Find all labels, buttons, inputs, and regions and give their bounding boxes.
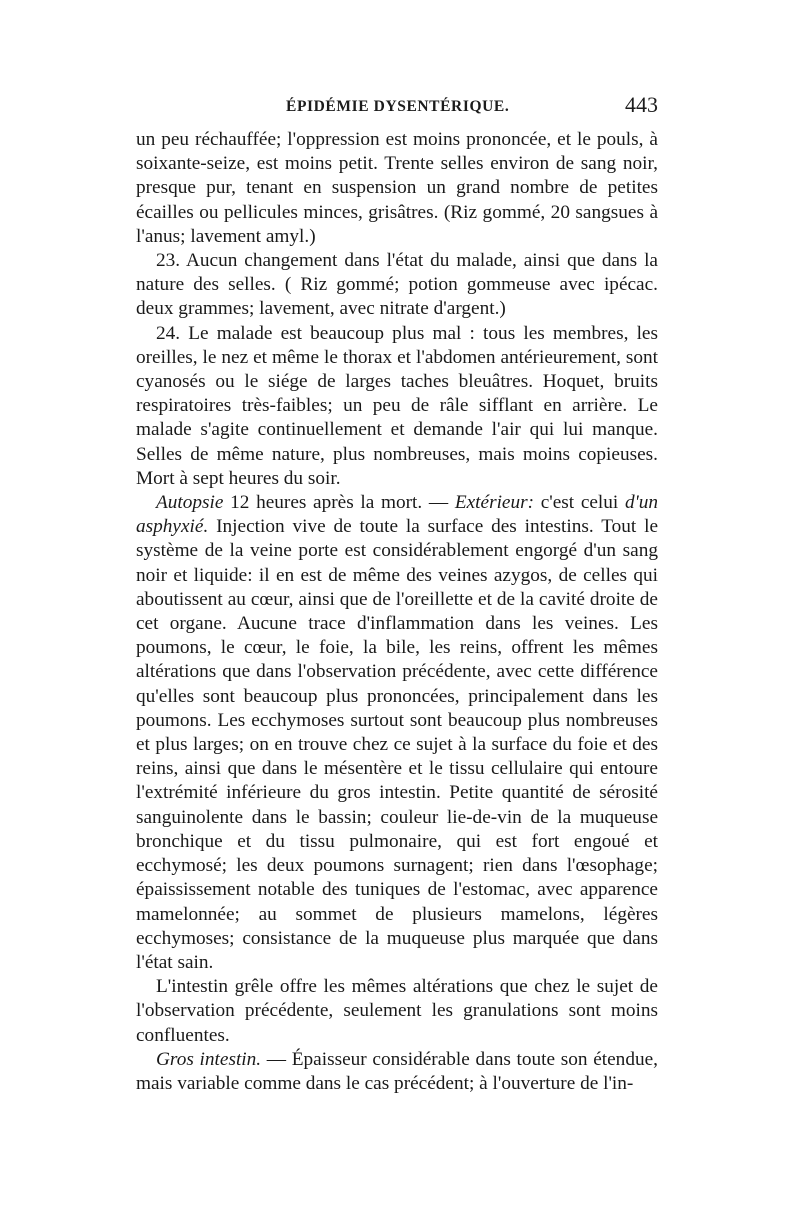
paragraph-autopsie (136, 491, 658, 975)
page-number: 443 (625, 92, 658, 117)
paragraph-2: 23. Aucun changement dans l'état du malade, ainsi que dans la nature des selles. ( Riz gommé; potion gommeuse avec ipécac. deux grammes; lavement, avec nitrate d'argent.) (136, 250, 658, 320)
paragraph-1: un peu réchauffée; l'oppression est moins prononcée, et le pouls, à soixante-seize, est moins petit. Trente selles environ de sang noir, presque pur, tenant en suspension un grand nombre de petites écailles ou pellicules minces, grisâtres. (Riz gommé, 20 sangsues à l'anus; lavement amyl.) (136, 129, 658, 247)
autopsie-text-2: c'est celui (534, 492, 625, 514)
page-header (136, 92, 658, 130)
autopsie-text-3: Injection vive de toute la surface des intestins. Tout le système de la veine porte est considérablement engorgé d'un sang noir et liquide: il en est de même des veines azygos, de celles qui aboutissent au cœur, ainsi que de l'oreillette et de la cavité droite de cet organe. Aucune trace d'inflammation dans les veines. Les poumons, le cœur, le foie, la bile, les reins, offrent les mêmes altérations que dans l'observation précédente, avec cette différence qu'elles sont beaucoup plus prononcées, principalement dans les poumons. Les ecchymoses surtout sont beaucoup plus nombreuses et plus larges; on en trouve chez ce sujet à la surface du foie et des reins, ainsi que dans le mésentère et le tissu cellulaire qui entoure l'extrémité inférieure du gros intestin. Petite quantité de sérosité sanguinolente dans le bassin; couleur lie-de-vin de la muqueuse bronchique et du tissu pulmonaire, qui est fort engoué et ecchymosé; les deux poumons surnagent; rien dans l'œsophage; épaississement notable des tuniques de l'estomac, avec apparence mamelonnée; au sommet de plusieurs mamelons, légères ecchymoses; consistance de la muqueuse plus marquée que dans l'état sain. (136, 516, 658, 973)
autopsie-label: Autopsie (156, 492, 224, 514)
paragraph-3: 24. Le malade est beaucoup plus mal : tous les membres, les oreilles, le nez et même le thorax et l'abdomen antérieurement, sont cyanosés ou le siége de larges taches bleuâtres. Hoquet, bruits respiratoires très-faibles; un peu de râle sifflant en arrière. Le malade s'agite continuellement et demande l'air qui lui manque. Selles de même nature, plus nombreuses, mais moins copieuses. Mort à sept heures du soir. (136, 322, 658, 489)
gros-intestin-text: — Épaisseur considérable dans toute son étendue, mais variable comme dans le cas précédent; à l'ouverture de l'in- (136, 1048, 658, 1094)
paragraph-gros-intestin (136, 1048, 658, 1096)
running-title: ÉPIDÉMIE DYSENTÉRIQUE. (286, 98, 510, 115)
exterieur-label: Extérieur: (454, 492, 535, 514)
asphyxie-label: d'un asphyxié. (136, 492, 658, 538)
gros-intestin-label: Gros intestin. (156, 1048, 262, 1070)
body-text (136, 128, 658, 1096)
paragraph-intestin-grele: L'intestin grêle offre les mêmes altérations que chez le sujet de l'observation précédente, seulement les granulations sont moins confluentes. (136, 976, 658, 1046)
autopsie-text-1: 12 heures après la mort. — (223, 492, 455, 514)
